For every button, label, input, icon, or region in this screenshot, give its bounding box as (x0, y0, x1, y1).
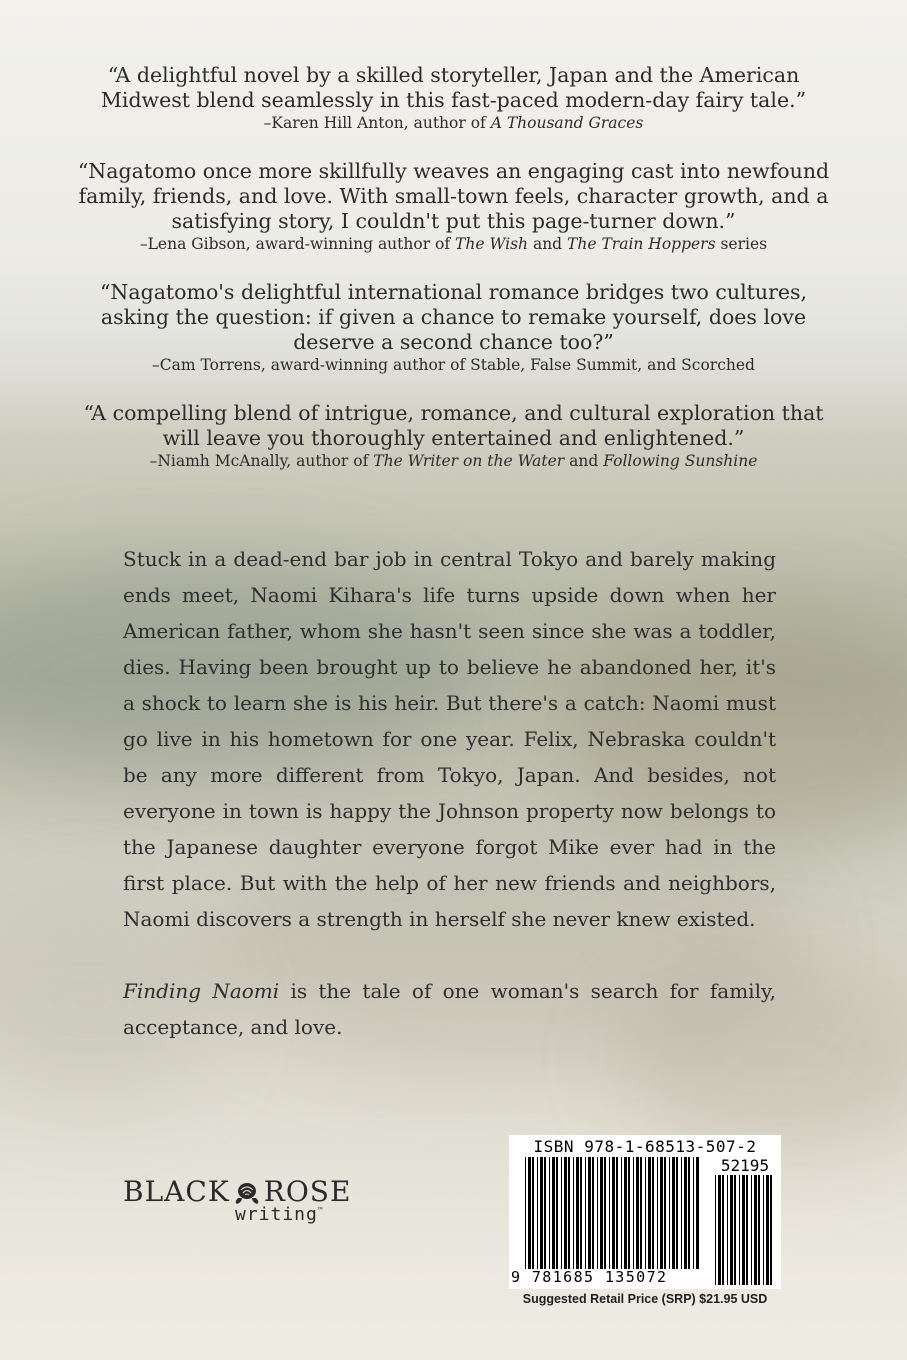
barcode-bar (600, 1157, 603, 1269)
barcode-bar (746, 1175, 748, 1285)
barcode-bar (657, 1157, 658, 1269)
review-1-attribution: –Karen Hill Anton, author of A Thousand Graces (263, 114, 644, 132)
barcode-bar (616, 1157, 618, 1269)
barcode-bar (684, 1157, 687, 1269)
barcode-bar (597, 1157, 598, 1269)
review-2-attribution: –Lena Gibson, award-winning author of The Wish and The Train Hoppers series (139, 235, 768, 253)
review-2-text: “Nagatomo once more skillfully weaves an engaging cast into newfound family, friends, and love. With small-town feels, character growth, and a satisfying story, I couldn't put this page-turner down.” (77, 159, 830, 233)
review-3-attribution: –Cam Torrens, award-winning author of Stable, False Summit, and Scorched (152, 356, 755, 374)
barcode-bar (580, 1157, 582, 1269)
barcode-bar (730, 1175, 733, 1285)
barcode-bar (556, 1157, 558, 1269)
review-3-text: “Nagatomo's delightful international romance bridges two cultures, asking the question: if given a chance to remake yourself, does love deserve a second chance too?” (99, 280, 808, 354)
isbn-label: ISBN 978-1-68513-507-2 (533, 1137, 757, 1156)
barcode-bar (568, 1157, 570, 1269)
isbn-barcode (509, 1135, 781, 1289)
barcode-bar (763, 1175, 764, 1285)
barcode-bar (751, 1175, 752, 1285)
blurb-paragraph: Stuck in a dead-end bar job in central Tokyo and barely making ends meet, Naomi Kihara's life turns upside down when her American father, whom she hasn't seen since she was a toddler, dies. Having been brought up to believe he abandoned her, it's a shock to learn she is his heir. But there's a catch: Naomi must go live in his hometown for one year. Felix, Nebraska couldn't be any more different from Tokyo, Japan. And besides, not everyone in town is happy the Johnson property now belongs to the Japanese daughter everyone forgot Mike ever had in the first place. But with the help of her new friends and neighbors, Naomi discovers a strength in herself she never knew existed. (123, 547, 776, 931)
barcode-bar (624, 1157, 627, 1269)
ean-digits: 9 781685 135072 (511, 1268, 668, 1286)
publisher-logo (123, 1175, 358, 1225)
barcode-bar (664, 1157, 666, 1269)
barcode-bar (660, 1157, 663, 1269)
review-1-text: “A delightful novel by a skilled storyteller, Japan and the American Midwest blend seamlessly in this fast-paced modern-day fairy tale.” (100, 63, 807, 112)
review-4 (0, 401, 907, 471)
review-1 (0, 63, 907, 133)
barcode-bar (537, 1157, 538, 1269)
barcode-bar (718, 1175, 721, 1285)
barcode-bar (585, 1157, 586, 1269)
review-2 (0, 159, 907, 254)
publisher-name: BLACK ROSE (123, 1175, 352, 1208)
barcode-bar (544, 1157, 546, 1269)
barcode-bar (766, 1175, 769, 1285)
barcode-bars (509, 1135, 781, 1289)
barcode-bar (645, 1157, 646, 1269)
barcode-bar (652, 1157, 654, 1269)
barcode-bar (528, 1157, 531, 1269)
review-4-text: “A compelling blend of intrigue, romance, and cultural exploration that will leave you thoroughly entertained and enlightened.” (83, 401, 824, 450)
barcode-bar (696, 1157, 699, 1269)
barcode-bar (604, 1157, 606, 1269)
barcode-bar (573, 1157, 574, 1269)
barcode-bar (715, 1175, 716, 1285)
barcode-bar (628, 1157, 630, 1269)
barcode-bar (693, 1157, 694, 1269)
review-4-attribution: –Niamh McAnally, author of The Writer on the Water and Following Sunshine (149, 452, 758, 470)
barcode-bar (722, 1175, 724, 1285)
rose-icon (232, 1178, 262, 1206)
barcode-bar (612, 1157, 615, 1269)
barcode-bar (681, 1157, 682, 1269)
barcode-bar (688, 1157, 690, 1269)
barcode-bar (672, 1157, 675, 1269)
barcode-bar (532, 1157, 534, 1269)
barcode-bar (742, 1175, 745, 1285)
barcode-bar (676, 1157, 678, 1269)
book-title: Finding Naomi (123, 979, 280, 1003)
barcode-bar (609, 1157, 610, 1269)
review-3 (0, 280, 907, 375)
barcode-bar (640, 1157, 642, 1269)
barcode-bar (758, 1175, 760, 1285)
barcode-bar (636, 1157, 639, 1269)
barcode-bar (564, 1157, 567, 1269)
barcode-bar (561, 1157, 562, 1269)
barcode-bar (754, 1175, 757, 1285)
price-code: 52195 (720, 1156, 770, 1175)
book-blurb (123, 541, 776, 1045)
publisher-subtitle: writing™ (235, 1204, 324, 1225)
barcode-bar (592, 1157, 594, 1269)
barcode-bar (669, 1157, 670, 1269)
barcode-bar (727, 1175, 728, 1285)
barcode-bar (621, 1157, 622, 1269)
barcode-bar (648, 1157, 651, 1269)
blurb-paragraph: Finding Naomi is the tale of one woman's search for family, acceptance, and love. (123, 979, 776, 1039)
barcode-bar (734, 1175, 736, 1285)
barcode-bar (576, 1157, 579, 1269)
barcode-bar (552, 1157, 555, 1269)
barcode-bar (588, 1157, 591, 1269)
retail-price: Suggested Retail Price (SRP) $21.95 USD (522, 1292, 768, 1306)
barcode-bar (739, 1175, 740, 1285)
barcode-bar (525, 1157, 526, 1269)
barcode-bar (549, 1157, 550, 1269)
barcode-bar (633, 1157, 634, 1269)
barcode-bar (540, 1157, 543, 1269)
barcode-bar (770, 1175, 772, 1285)
